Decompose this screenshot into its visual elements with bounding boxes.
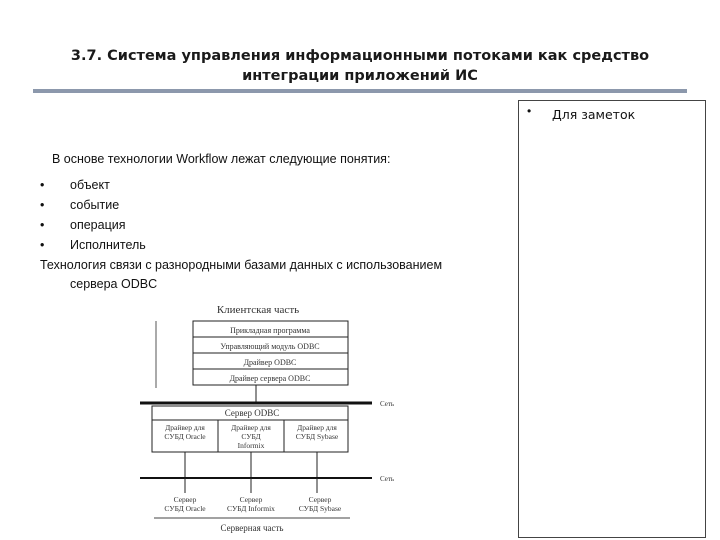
odbc-text-line-1: Технология связи с разнородными базами данных с использованием [40,258,443,272]
list-item-text: событие [70,198,120,212]
bullet: • [40,218,45,232]
db-server-label: Сервер [173,495,197,504]
list-item-text: операция [70,218,126,232]
db-server-label: Сервер [308,495,332,504]
list-item-text: Исполнитель [70,238,146,252]
client-layer: Драйвер сервера ODBC [229,374,311,383]
network-label: Сеть [380,475,395,483]
client-layer: Драйвер ODBC [243,358,297,367]
db-server-label: СУБД Informix [227,504,275,513]
odbc-server-label: Сервер ODBC [224,408,280,418]
notes-label: Для заметок [552,107,636,122]
driver-label: Informix [237,441,265,450]
db-server-label: Сервер [239,495,263,504]
driver-label: СУБД Oracle [164,432,206,441]
client-layer: Прикладная программа [230,326,310,335]
server-part-label: Серверная часть [220,523,284,533]
bullet: • [40,238,45,252]
title-line-1: 3.7. Система управления информационными потоками как средство [70,48,650,64]
bullet: • [40,178,45,192]
db-server-label: СУБД Oracle [164,504,206,513]
driver-label: СУБД [241,432,261,441]
driver-label: Драйвер для [231,423,271,432]
driver-label: Драйвер для [297,423,337,432]
client-part-label: Клиентская часть [216,304,300,316]
intro-text: В основе технологии Workflow лежат следующие понятия: [52,152,391,166]
title-line-2: интеграции приложений ИС [242,68,478,84]
client-layer: Управляющий модуль ODBC [220,342,320,351]
notes-bullet: • [527,104,532,118]
driver-label: Драйвер для [165,423,205,432]
bullet: • [40,198,45,212]
list-item-text: объект [70,178,110,192]
db-server-label: СУБД Sybase [298,504,342,513]
driver-label: СУБД Sybase [295,432,339,441]
network-label: Сеть [380,400,395,408]
odbc-text-line-2: сервера ODBC [70,277,158,291]
